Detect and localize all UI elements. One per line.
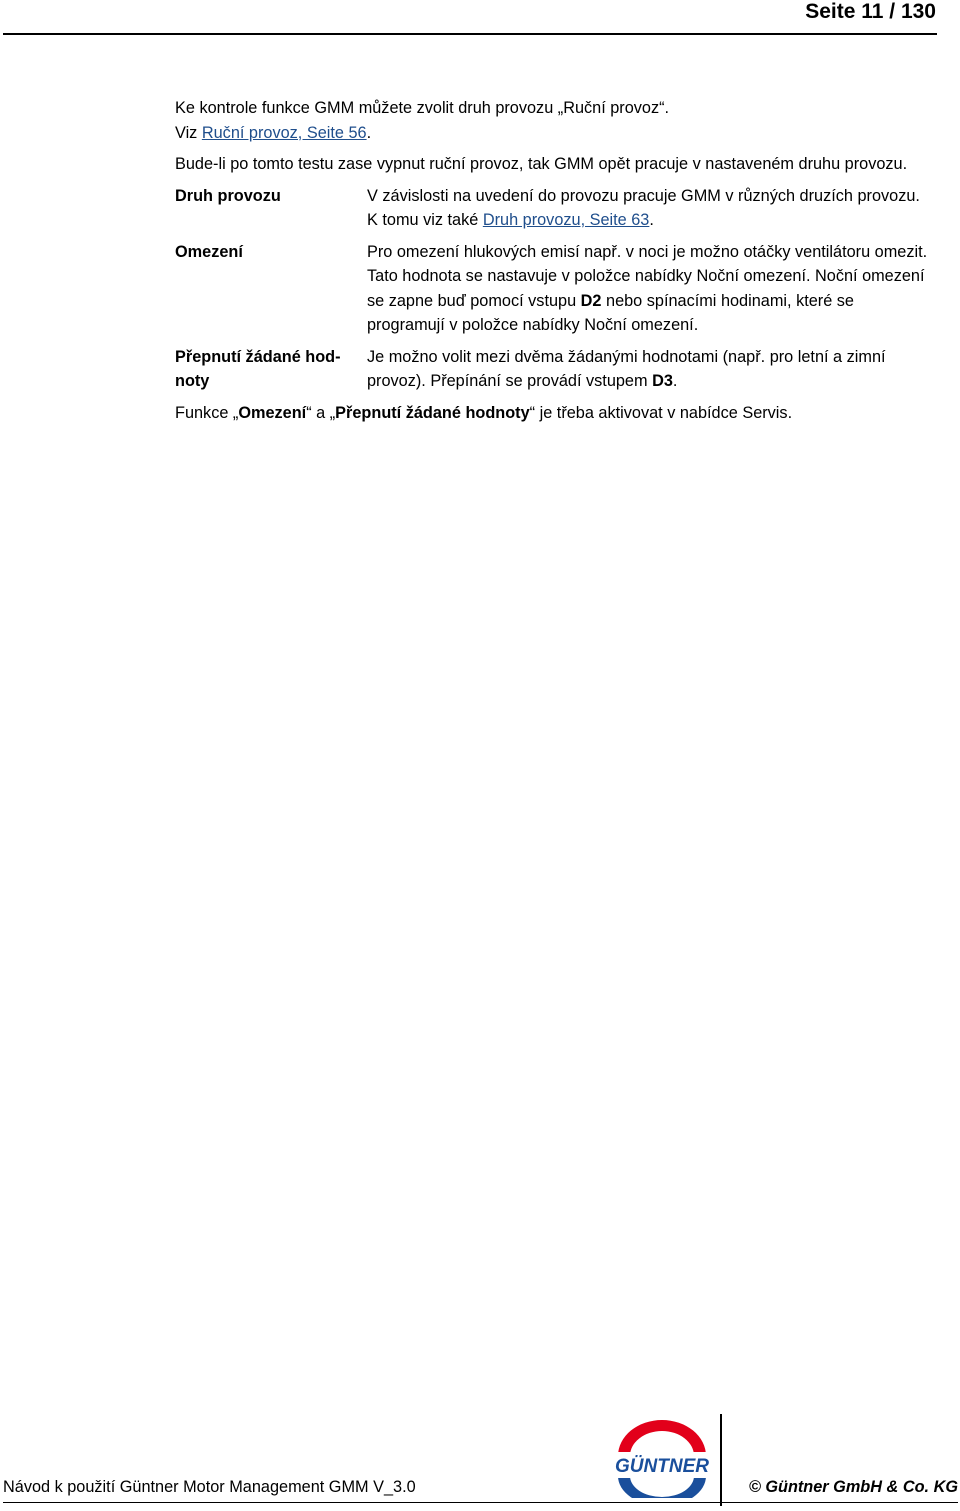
definition-setpoint-switch	[175, 345, 935, 394]
logo-wordmark: GÜNTNER	[615, 1456, 709, 1477]
footer-rule-right	[722, 1502, 958, 1503]
header-rule	[3, 33, 937, 35]
definition-limitation	[175, 240, 935, 338]
input-name: D3	[652, 372, 673, 390]
document-body	[175, 96, 935, 425]
page-number: Seite 11 / 130	[805, 0, 936, 23]
definition-text: Pro omezení hlukových emisí např. v noci je možno otáčky ventilátoru omezit. Tato hodnota se nastavuje v položce nabídky Noční omezení. Noční omezení se zapne buď pomocí vstupu D2 nebo spínacími hodinami, které se programují v položce nabídky Noční omezení.	[367, 242, 928, 334]
definition-text: V závislosti na uvedení do provozu pracuje GMM v různých druzích provozu. K tomu viz také Druh provozu, Seite 63.	[367, 186, 920, 229]
guntner-logo	[610, 1416, 714, 1498]
intro-paragraph: Bude-li po tomto testu zase vypnut ruční provoz, tak GMM opět pracuje v nastaveném druhu provozu.	[175, 155, 908, 173]
closing-paragraph: Funkce „Omezení“ a „Přepnutí žádané hodnoty“ je třeba aktivovat v nabídce Servis.	[175, 403, 793, 422]
footer-document-title: Návod k použití Güntner Motor Management GMM V_3.0	[3, 1478, 416, 1496]
link-operating-mode[interactable]: Druh provozu, Seite 63	[482, 211, 650, 229]
definition-label: Přepnutí žádané hodnoty	[175, 347, 341, 390]
definition-label: Omezení	[175, 242, 243, 261]
input-name: D2	[580, 291, 602, 310]
intro-line: Ke kontrole funkce GMM můžete zvolit druh provozu „Ruční provoz“.	[175, 99, 670, 117]
see-also-line: Viz Ruční provoz, Seite 56.	[175, 123, 372, 142]
link-manual-mode[interactable]: Ruční provoz, Seite 56	[201, 123, 367, 142]
definition-text: Je možno volit mezi dvěma žádanými hodnotami (např. pro letní a zimní provoz). Přepínání se provádí vstupem D3.	[367, 347, 886, 390]
definition-operating-mode	[175, 184, 935, 233]
footer-rule-left	[3, 1502, 721, 1503]
footer-copyright: © Güntner GmbH & Co. KG	[748, 1478, 958, 1496]
definition-label: Druh provozu	[175, 186, 281, 205]
footer-divider	[720, 1414, 722, 1506]
